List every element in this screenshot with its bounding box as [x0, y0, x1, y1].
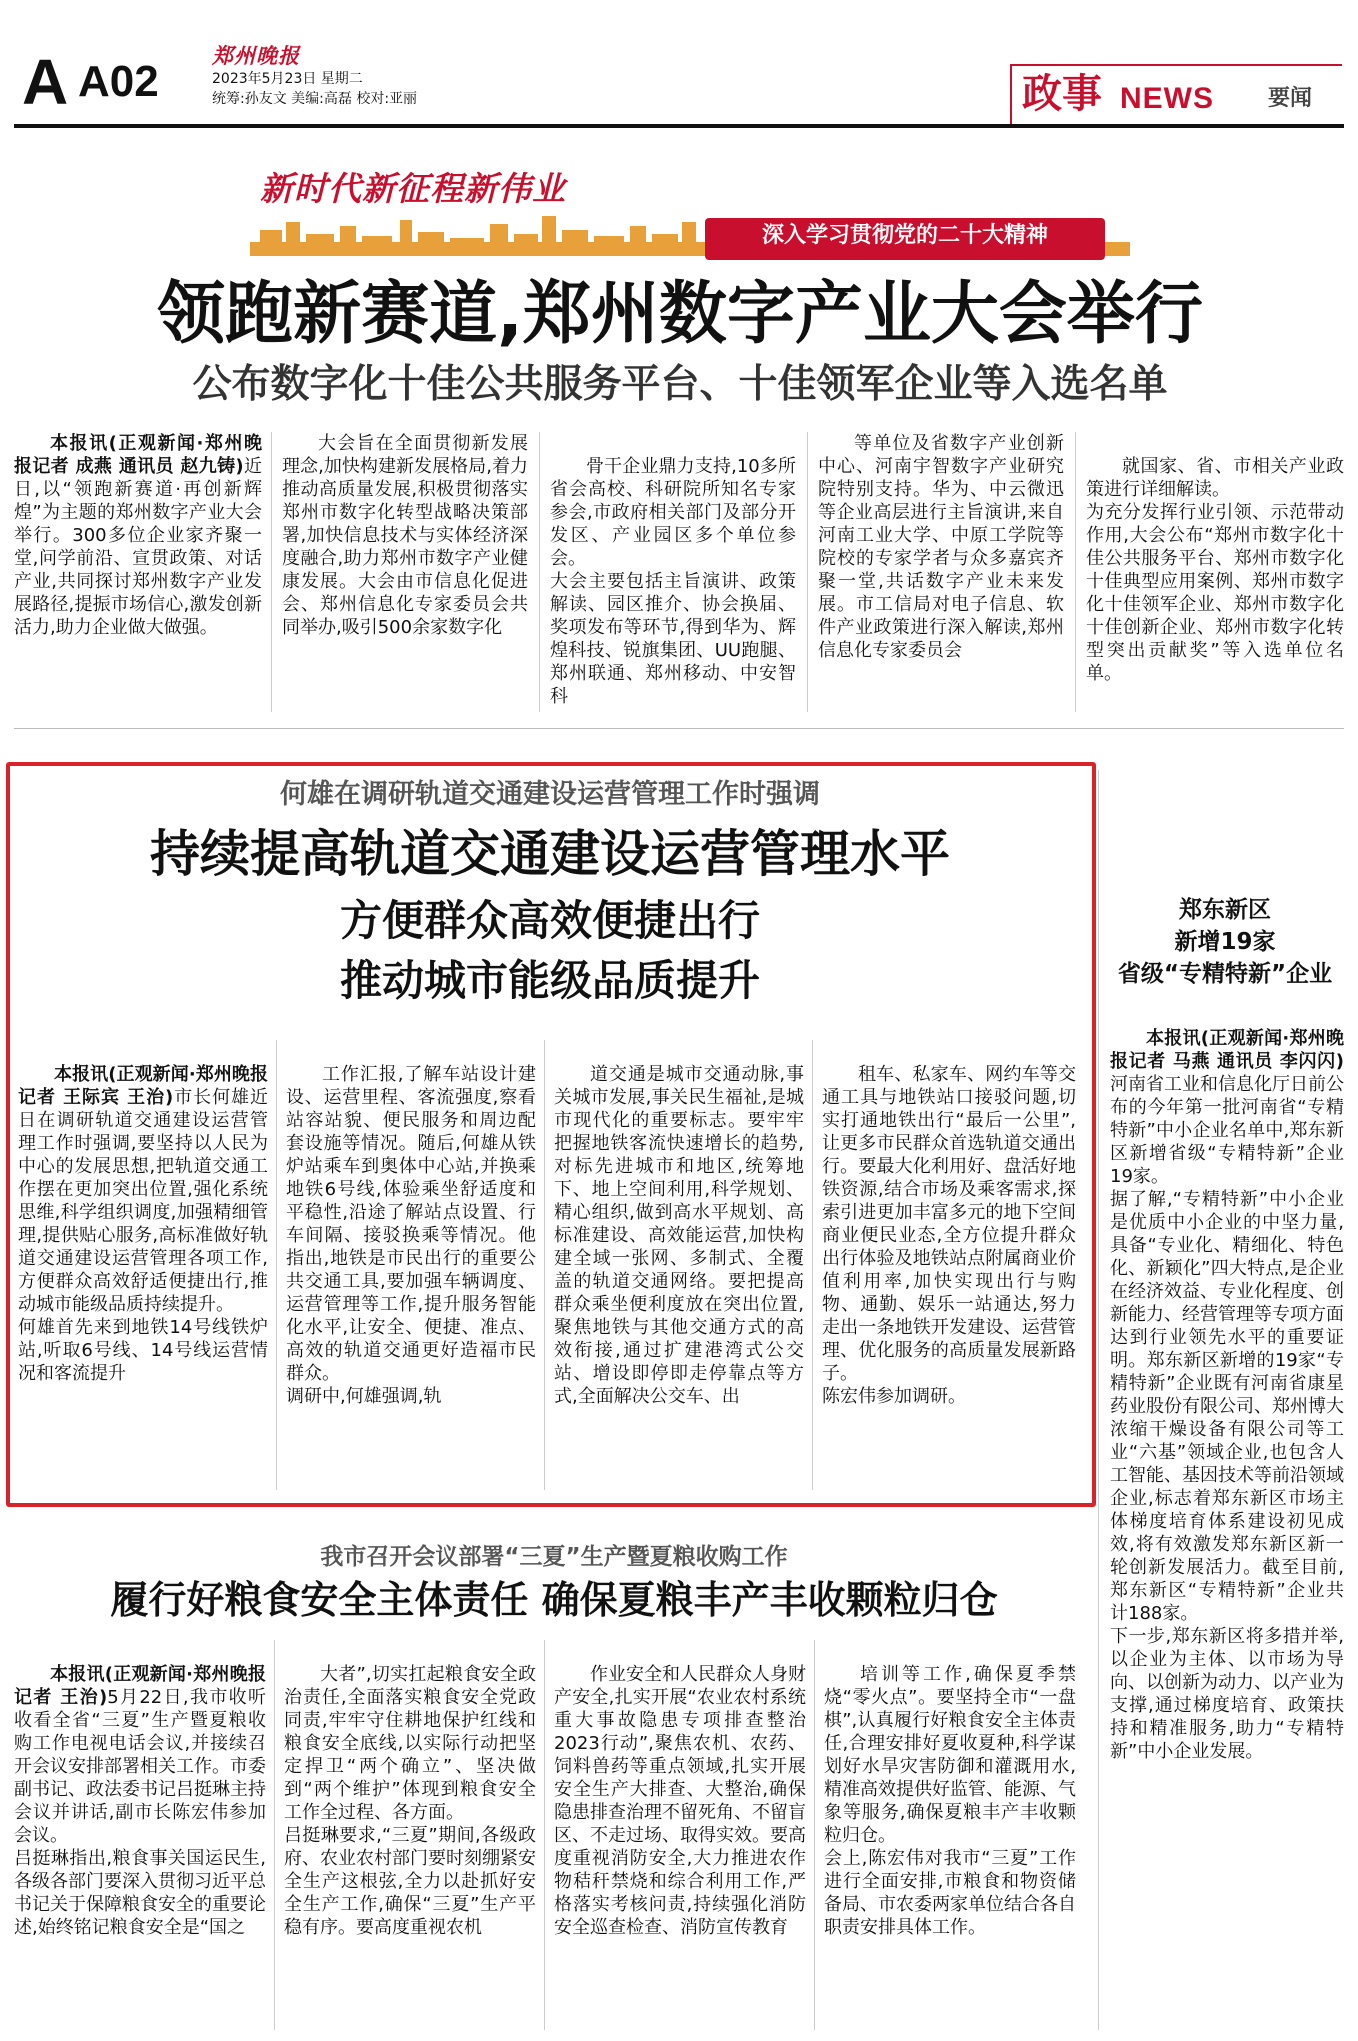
column-divider [1075, 432, 1076, 712]
transit-column-text: 租车、私家车、网约车等交通工具与地铁站口接驳问题,切实打通地铁出行“最后一公里”,让更多市民群众首选轨道交通出行。要最大化利用好、盘活好地铁资源,结合市场及乘客需求,探索引进更加丰富多元的地下空间商业便民业态,全方位提升群众出行体验及地铁站点附属商业价值利用率,加快实现出行与购物、通勤、娱乐一站通达,努力走出一条地铁开发建设、运营管理、优化服务的高质量发展新路子。 陈宏伟参加调研。 [822, 1064, 1076, 1407]
grain-column-1 [14, 1640, 266, 1962]
lead-column-1 [14, 432, 262, 639]
lead-column-5 [1086, 432, 1344, 708]
section-divider [14, 728, 1344, 729]
page-letter: A [22, 46, 67, 118]
lead-byline: 本报讯(正观新闻·郑州晚报记者 成燕 通讯员 赵九铸) [14, 433, 262, 477]
grain-column-text: 培训等工作,确保夏季禁烧“零火点”。要坚持全市“一盘棋”,认真履行好粮食安全主体责任,合理安排好夏收夏种,科学谋划好水旱灾害防御和灌溉用水,精准高效提供好监管、能源、气象等服务,确保夏粮丰产丰收颗粒归仓。 会上,陈宏伟对我市“三夏”工作进行全面安排,市粮食和物资储备局、市农委两家单位结合各自职责安排具体工作。 [824, 1664, 1076, 1938]
lead-headline: 领跑新赛道,郑州数字产业大会举行 [157, 275, 1203, 354]
editorial-staff: 统筹:孙友文 美编:高磊 校对:亚丽 [212, 91, 418, 107]
transit-column-1 [18, 1040, 268, 1408]
section-news-label: NEWS [1120, 82, 1214, 115]
lead-column-text: 等单位及省数字产业创新中心、河南宇智数字产业研究院特别支持。华为、中云微迅等企业高层进行主旨演讲,来自河南工业大学、中原工学院等院校的专家学者与众多嘉宾齐聚一堂,共话数字产业未来发展。市工信局对电子信息、软件产业政策进行深入解读,郑州信息化专家委员会 [818, 433, 1064, 661]
page-number: A02 [78, 57, 159, 106]
banner-title: 新时代新征程新伟业 [260, 169, 566, 208]
grain-column-3 [554, 1640, 806, 1962]
grain-kicker: 我市召开会议部署“三夏”生产暨夏粮收购工作 [320, 1544, 788, 1570]
grain-column-text: 作业安全和人民群众人身财产安全,扎实开展“农业农村系统重大事故隐患专项排查整治2023行动”,聚焦农机、农药、饲料兽药等重点领域,扎实开展安全生产大排查、大整治,确保隐患排查治理不留死角、不留盲区、不走过场、取得实效。要高度重视消防安全,大力推进农作物秸秆禁烧和综合利用工作,严格落实考核问责,持续强化消防安全巡查检查、消防宣传教育 [554, 1664, 806, 1938]
column-divider [544, 1040, 545, 1490]
column-divider [274, 1640, 275, 2030]
column-divider [276, 1040, 277, 1490]
grain-column-2 [284, 1640, 536, 1962]
sidebar-text: 河南省工业和信息化厅日前公布的今年第一批河南省“专精特新”中小企业名单中,郑东新区新增省级“专精特新”企业19家。 据了解,“专精特新”中小企业是优质中小企业的中坚力量,具备“专业化、精细化、特色化、新颖化”四大特点,是企业在经济效益、专业化程度、创新能力、经营管理等专项方面达到行业领先水平的重要证明。郑东新区新增的19家“专精特新”企业既有河南省康星药业股份有限公司、郑州博大浓缩干燥设备有限公司等工业“六基”领域企业,也包含人工智能、基因技术等前沿领域企业,标志着郑东新区市场主体梯度培育体系建设初见成效,将有效激发郑东新区新一轮创新发展活力。截至目前,郑东新区“专精特新”企业共计188家。 下一步,郑东新区将多措并举,以企业为主体、以市场为导向、以创新为动力、以产业为支撑,通过梯度培育、政策扶持和精准服务,助力“专精特新”中小企业发展。 [1110, 1074, 1344, 1762]
column-divider [812, 1040, 813, 1490]
lead-column-text: 近日,以“领跑新赛道·再创新辉煌”为主题的郑州数字产业大会举行。300多位企业家齐聚一堂,问学前沿、宣贯政策、对话产业,共同探讨郑州数字产业发展路径,提振市场信心,激发创新活力,助力企业做大做强。 [14, 456, 263, 638]
header-rule [14, 124, 1344, 128]
lead-column-text: 骨干企业鼎力支持,10多所省会高校、科研院所知名专家参会,市政府相关部门及部分开发区、产业园区多个单位参会。 大会主要包括主旨演讲、政策解读、园区推介、协会换届、奖项发布等环节,得到华为、辉煌科技、锐旗集团、UU跑腿、郑州联通、郑州移动、中安智科 [550, 456, 796, 707]
grain-byline: 本报讯(正观新闻·郑州晚报记者 王治) [14, 1664, 266, 1708]
column-divider [271, 432, 272, 712]
column-divider [539, 432, 540, 712]
grain-column-4 [824, 1640, 1076, 1962]
grain-column-text: 5月22日,我市收听收看全省“三夏”生产暨夏粮收购工作电视电话会议,并接续召开会议安排部署相关工作。市委副书记、政法委书记吕挺琳主持会议并讲话,副市长陈宏伟参加会议。 吕挺琳指出,粮食事关国运民生,各级各部门要深入贯彻习近平总书记关于保障粮食安全的重要论述,始终铭记粮食安全是“国之 [14, 1687, 267, 1938]
section-title: 政事 [1022, 71, 1102, 117]
lead-column-2 [282, 432, 528, 639]
column-divider [807, 432, 808, 712]
transit-column-text: 道交通是城市交通动脉,事关城市发展,事关民生福祉,是城市现代化的重要标志。要牢牢把握地铁客流快速增长的趋势,对标先进城市和地区,统筹地下、地上空间利用,科学规划、精心组织,做到高水平规划、高标准建设、高效能运营,加快构建全域一张网、多制式、全覆盖的轨道交通网络。要把提高群众乘坐便利度放在突出位置,聚焦地铁与其他交通方式的高效衔接,通过扩建港湾式公交站、增设即停即走停靠点等方式,全面解决公交车、出 [554, 1064, 804, 1407]
sidebar-title-3: 省级“专精特新”企业 [1117, 961, 1333, 987]
section-subtitle: 要闻 [1268, 86, 1313, 111]
sidebar-article [1110, 1004, 1344, 1786]
transit-column-2 [286, 1040, 536, 1431]
transit-headline-1: 持续提高轨道交通建设运营管理水平 [150, 825, 950, 883]
lead-column-text: 就国家、省、市相关产业政策进行详细解读。 为充分发挥行业引领、示范带动作用,大会公布“郑州市数字化十佳公共服务平台、郑州市数字化十佳典型应用案例、郑州市数字化十佳领军企业、郑州市数字化十佳创新企业、郑州市数字化转型突出贡献奖”等入选单位名单。 [1086, 456, 1344, 684]
transit-column-text: 市长何雄近日在调研轨道交通建设运营管理工作时强调,要坚持以人民为中心的发展思想,把轨道交通工作摆在更加突出位置,强化系统思维,科学组织调度,加强精细管理,提供贴心服务,高标准做好轨道交通建设运营管理各项工作,方便群众高效舒适便捷出行,推动城市能级品质持续提升。 何雄首先来到地铁14号线铁炉站,听取6号线、14号线运营情况和客流提升 [18, 1087, 269, 1384]
transit-byline: 本报讯(正观新闻·郑州晚报记者 王际宾 王治) [18, 1064, 268, 1108]
lead-column-4 [818, 432, 1064, 662]
transit-column-4 [822, 1040, 1076, 1431]
transit-column-text: 工作汇报,了解车站设计建设、运营里程、客流强度,察看站容站貌、便民服务和周边配套设施等情况。随后,何雄从铁炉站乘车到奥体中心站,并换乘地铁6号线,体验乘坐舒适度和平稳性,沿途了解站点设置、行车间隔、接驳换乘等情况。他指出,地铁是市民出行的重要公共交通工具,要加强车辆调度、运营管理等工作,提升服务智能化水平,让安全、便捷、准点、高效的轨道交通更好造福市民群众。 调研中,何雄强调,轨 [286, 1064, 536, 1407]
sidebar-byline: 本报讯(正观新闻·郑州晚报记者 马燕 通讯员 李闪闪) [1110, 1028, 1344, 1072]
transit-column-3 [554, 1040, 804, 1431]
banner-ribbon-text: 深入学习贯彻党的二十大精神 [761, 223, 1048, 248]
lead-column-text: 大会旨在全面贯彻新发展理念,加快构建新发展格局,着力推动高质量发展,积极贯彻落实郑州市数字化转型战略决策部署,加快信息技术与实体经济深度融合,助力郑州市数字产业健康发展。大会由市信息化促进会、郑州信息化专家委员会共同举办,吸引500余家数字化 [282, 433, 528, 638]
sidebar-divider [1098, 770, 1099, 2030]
grain-headline: 履行好粮食安全主体责任 确保夏粮丰产丰收颗粒归仓 [110, 1578, 998, 1622]
sidebar-title-2: 新增19家 [1174, 929, 1276, 955]
transit-headline-3: 推动城市能级品质提升 [339, 956, 760, 1005]
grain-column-text: 大者”,切实扛起粮食安全政治责任,全面落实粮食安全党政同责,牢牢守住耕地保护红线和粮食安全底线,以实际行动把坚定捍卫“两个确立”、坚决做到“两个维护”体现到粮食安全工作全过程、各方面。 吕挺琳要求,“三夏”期间,各级政府、农业农村部门要时刻绷紧安全生产这根弦,全力以赴抓好安全生产工作,确保“三夏”生产平稳有序。要高度重视农机 [284, 1664, 536, 1938]
column-divider [544, 1640, 545, 2030]
lead-column-3 [550, 432, 796, 731]
issue-date: 2023年5月23日 星期二 [212, 71, 363, 87]
transit-headline-2: 方便群众高效便捷出行 [339, 896, 760, 945]
transit-kicker: 何雄在调研轨道交通建设运营管理工作时强调 [280, 779, 820, 810]
sidebar-title-1: 郑东新区 [1179, 897, 1271, 923]
lead-subheadline: 公布数字化十佳公共服务平台、十佳领军企业等入选名单 [192, 362, 1168, 407]
column-divider [814, 1640, 815, 2030]
newspaper-logo: 郑州晚报 [212, 43, 300, 68]
